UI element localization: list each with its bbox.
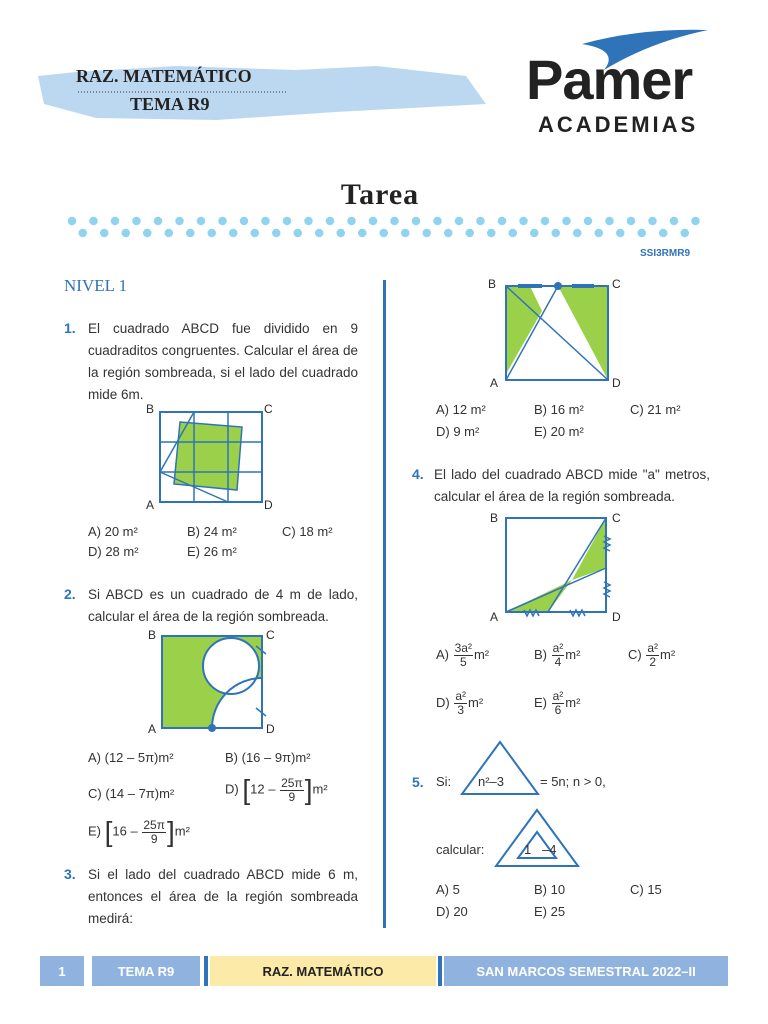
q1-option-c: C) 18 m² xyxy=(282,524,333,539)
q2-label-d: D xyxy=(266,722,275,736)
decorative-dot xyxy=(379,228,389,238)
q4-option-a-den: 5 xyxy=(459,655,467,669)
decorative-dot xyxy=(680,228,690,238)
decorative-dot xyxy=(132,216,142,226)
q4-option-b xyxy=(534,642,580,669)
decorative-dot xyxy=(551,228,561,238)
decorative-dot xyxy=(411,216,421,226)
q5-option-c: C) 15 xyxy=(630,882,662,897)
decorative-dot xyxy=(99,228,109,238)
q4-label-a: A xyxy=(490,610,499,624)
q2-option-a: A) (12 – 5π)m² xyxy=(88,750,174,765)
q1-option-a: A) 20 m² xyxy=(88,524,138,539)
q4-option-a-unit: m² xyxy=(473,646,490,662)
q1-option-b: B) 24 m² xyxy=(187,524,237,539)
q2-option-d-den: 9 xyxy=(288,789,296,804)
q3-label-d: D xyxy=(612,376,621,390)
q4-option-b-unit: m² xyxy=(565,646,581,662)
q3-label-a: A xyxy=(490,376,499,390)
decorative-dot xyxy=(282,216,292,226)
decorative-dot xyxy=(368,216,378,226)
decorative-dot xyxy=(583,216,593,226)
q2-option-e: E) [16 – $\frac{25\pi}{9}$ ]m² xyxy=(88,816,190,847)
decorative-dot xyxy=(637,228,647,238)
decorative-dot xyxy=(400,228,410,238)
q4-label-b: B xyxy=(490,511,499,525)
q1-label-c: C xyxy=(264,402,273,416)
decorative-dot xyxy=(250,228,260,238)
q4-option-d-unit: m² xyxy=(468,694,484,710)
decorative-dot xyxy=(454,216,464,226)
q5-option-d: D) 20 xyxy=(436,904,468,919)
decorative-dot xyxy=(271,228,281,238)
q4-option-e-unit: m² xyxy=(565,694,581,710)
footer-subject: RAZ. MATEMÁTICO xyxy=(210,956,436,986)
q5-si: Si: xyxy=(436,774,452,789)
q4-text: El lado del cuadrado ABCD mide "a" metros, calcular el área de la región sombreada. xyxy=(434,467,710,504)
q4-option-c-num: a² xyxy=(647,641,659,655)
decorative-dot xyxy=(207,228,217,238)
q2-option-e-unit: m² xyxy=(174,823,190,839)
q3-option-b: B) 16 m² xyxy=(534,402,584,417)
decorative-dot xyxy=(89,216,99,226)
decorative-dot xyxy=(605,216,615,226)
q1-label-a: A xyxy=(146,498,155,512)
decorative-dot xyxy=(67,216,77,226)
decorative-dot xyxy=(314,228,324,238)
q2-option-e-den: 9 xyxy=(150,831,158,846)
footer-course: SAN MARCOS SEMESTRAL 2022–II xyxy=(444,956,728,986)
logo-academias: ACADEMIAS xyxy=(538,112,699,137)
decorative-dot xyxy=(175,216,185,226)
q2-option-e-label: E) xyxy=(88,823,101,839)
q2-option-d-left: 12 – xyxy=(250,781,276,797)
decorative-dot xyxy=(121,228,131,238)
decorative-dot xyxy=(228,228,238,238)
page-title: Tarea xyxy=(340,178,420,211)
q3-option-c: C) 21 m² xyxy=(630,402,681,417)
decorative-dot xyxy=(218,216,228,226)
q4-option-d-num: a² xyxy=(455,689,467,703)
decorative-dot xyxy=(658,228,668,238)
q5-inner-1: 1 xyxy=(524,842,532,857)
q4-option-a-label: A) xyxy=(436,646,449,662)
q1-label-b: B xyxy=(146,402,155,416)
q4-option-c-den: 2 xyxy=(649,655,657,669)
decorative-dot xyxy=(476,216,486,226)
decorative-dot xyxy=(78,228,88,238)
decorative-dot xyxy=(164,228,174,238)
decorative-dot xyxy=(433,216,443,226)
q2-option-d-num: 25π xyxy=(281,775,303,790)
decorative-dot xyxy=(465,228,475,238)
decorative-dot xyxy=(594,228,604,238)
decorative-dot xyxy=(615,228,625,238)
header-topic: TEMA R9 xyxy=(130,94,210,114)
decorative-dot xyxy=(529,228,539,238)
footer-stripe-left xyxy=(204,956,208,986)
decorative-dot xyxy=(153,216,163,226)
q3-number: 3. xyxy=(64,866,76,882)
column-divider xyxy=(383,280,386,928)
q3-label-c: C xyxy=(612,277,621,291)
q5-nested-triangle xyxy=(492,806,582,870)
q4-option-e-num: a² xyxy=(552,689,564,703)
q2-text: Si ABCD es un cuadrado de 4 m de lado, calcular el área de la región sombreada. xyxy=(88,587,358,624)
decorative-dot xyxy=(443,228,453,238)
q1-text: El cuadrado ABCD fue dividido en 9 cuadraditos congruentes. Calcular el área de la región sombreada, si el lado del cuadrado mide 6m. xyxy=(88,321,358,402)
decorative-dot xyxy=(110,216,120,226)
q4-label-c: C xyxy=(612,511,621,525)
q5-option-b: B) 10 xyxy=(534,882,566,897)
q5-equation: = 5n; n > 0, xyxy=(540,774,606,789)
q2-label-b: B xyxy=(148,628,157,642)
q2-option-e-num: 25π xyxy=(143,817,165,832)
decorative-dots xyxy=(64,214,704,240)
decorative-dot xyxy=(304,216,314,226)
q4-option-e-den: 6 xyxy=(554,703,562,717)
q1-option-e: E) 26 m² xyxy=(187,544,237,559)
decorative-dot xyxy=(691,216,701,226)
q2-number: 2. xyxy=(64,586,76,602)
decorative-dot xyxy=(562,216,572,226)
q2-label-c: C xyxy=(266,628,275,642)
q5-triangle xyxy=(458,738,542,798)
decorative-dot xyxy=(196,216,206,226)
q5-option-e: E) 25 xyxy=(534,904,566,919)
decorative-dot xyxy=(508,228,518,238)
q4-option-e xyxy=(534,690,580,717)
code-label: SSI3RMR9 xyxy=(640,248,691,259)
q3-figure xyxy=(494,276,622,390)
q5-inner-2: –4 xyxy=(542,842,557,857)
q3-label-b: B xyxy=(488,277,497,291)
footer-topic: TEMA R9 xyxy=(92,956,200,986)
q2-option-d-unit: m² xyxy=(312,781,328,797)
q1-number: 1. xyxy=(64,320,76,336)
q2-option-b: B) (16 – 9π)m² xyxy=(225,750,311,765)
q4-option-c-label: C) xyxy=(628,646,642,662)
q2-figure xyxy=(140,624,280,736)
q1-label-d: D xyxy=(264,498,273,512)
q3-option-e: E) 20 m² xyxy=(534,424,584,439)
logo-pamer: Pamer xyxy=(526,48,693,111)
decorative-dot xyxy=(486,228,496,238)
q5-option-a: A) 5 xyxy=(436,882,460,897)
decorative-dot xyxy=(185,228,195,238)
decorative-dot xyxy=(142,228,152,238)
q4-option-c-unit: m² xyxy=(660,646,676,662)
q2-option-d: D) [12 – $\frac{25\pi}{9}$ ]m² xyxy=(225,774,328,805)
decorative-dot xyxy=(626,216,636,226)
decorative-dot xyxy=(497,216,507,226)
q2-option-d-label: D) xyxy=(225,781,239,797)
q4-option-c xyxy=(628,642,675,669)
decorative-dot xyxy=(336,228,346,238)
decorative-dot xyxy=(572,228,582,238)
q3-option-d: D) 9 m² xyxy=(436,424,480,439)
q4-number: 4. xyxy=(412,466,424,482)
footer-page-number: 1 xyxy=(40,956,84,986)
q2-option-e-left: 16 – xyxy=(112,823,138,839)
q4-label-d: D xyxy=(612,610,621,624)
decorative-dot xyxy=(357,228,367,238)
decorative-dot xyxy=(390,216,400,226)
q4-option-d xyxy=(436,690,483,717)
q4-option-d-den: 3 xyxy=(457,703,465,717)
decorative-dot xyxy=(347,216,357,226)
q4-option-d-label: D) xyxy=(436,694,450,710)
q4-figure xyxy=(494,508,622,622)
q4-option-b-label: B) xyxy=(534,646,547,662)
q4-option-e-label: E) xyxy=(534,694,547,710)
q2-label-a: A xyxy=(148,722,157,736)
decorative-dot xyxy=(519,216,529,226)
q1-option-d: D) 28 m² xyxy=(88,544,139,559)
decorative-dot xyxy=(239,216,249,226)
decorative-dot xyxy=(325,216,335,226)
q5-triangle-text: n²–3 xyxy=(478,774,505,789)
header-subject: RAZ. MATEMÁTICO xyxy=(76,66,252,86)
q4-option-b-den: 4 xyxy=(554,655,562,669)
decorative-dot xyxy=(540,216,550,226)
q5-calcular: calcular: xyxy=(436,842,485,857)
q5-number: 5. xyxy=(412,774,424,790)
decorative-dot xyxy=(293,228,303,238)
q3-text: Si el lado del cuadrado ABCD mide 6 m, entonces el área de la región sombreada medirá: xyxy=(88,867,358,926)
decorative-dot xyxy=(261,216,271,226)
q4-option-a-num: 3a² xyxy=(454,641,472,655)
q4-option-a xyxy=(436,642,489,669)
q2-option-c: C) (14 – 7π)m² xyxy=(88,786,175,801)
decorative-dot xyxy=(669,216,679,226)
q3-option-a: A) 12 m² xyxy=(436,402,486,417)
decorative-dot xyxy=(422,228,432,238)
footer-stripe-right xyxy=(438,956,442,986)
decorative-dot xyxy=(648,216,658,226)
q4-option-b-num: a² xyxy=(552,641,564,655)
level-heading: NIVEL 1 xyxy=(64,276,128,295)
